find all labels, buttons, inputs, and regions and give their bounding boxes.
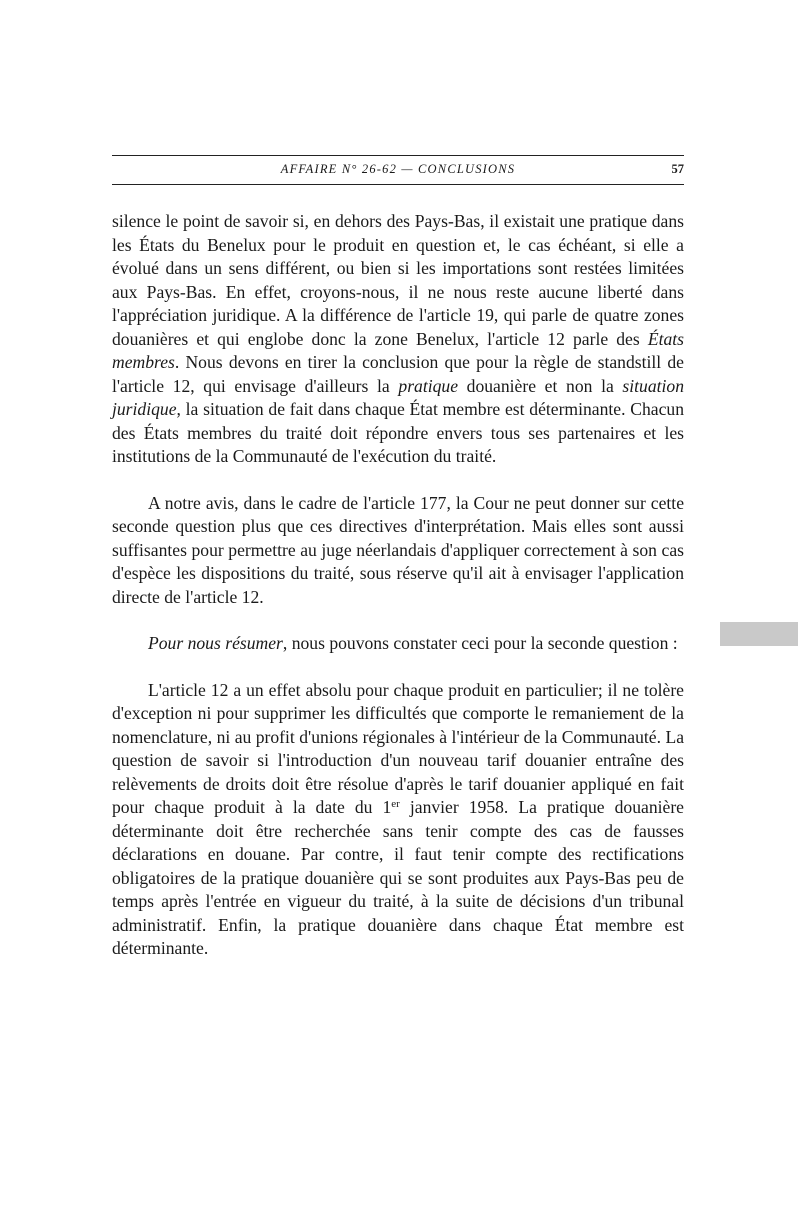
paragraph-1-text: silence le point de savoir si, en dehors des Pays-Bas, il existait une pratique dans les États du Benelux pour le produit en question et, le cas échéant, si elle a évolué dans un sens différent, ou bien si les importations sont restées limitées aux Pays-Bas. En effet, croyons-nous, il ne nous reste aucune liberté dans l'appréciation juridique. A la différence de l'article 19, qui parle de quatre zones douanières et qui englobe donc la zone Benelux, l'article 12 parle des [112, 211, 684, 349]
paragraph-2: A notre avis, dans le cadre de l'article 177, la Cour ne peut donner sur cette seconde question plus que ces directives d'interprétation. Mais elles sont aussi suffisantes pour permettre au juge néerlandais d'appliquer correctement à son cas d'espèce les dispositions du traité, sous réserve qu'il ait à envisager l'application directe de l'article 12. [112, 492, 684, 607]
paragraph-3-italic: Pour nous résumer [148, 633, 283, 653]
paragraph-1-text-4: , la situation de fait dans chaque État membre est déterminante. Chacun des États membres du traité doit répondre envers tous ses partenaires et les institutions de la Communauté de l'exécution du traité. [112, 399, 684, 466]
superscript: er [391, 798, 400, 810]
running-title: AFFAIRE N° 26-62 — CONCLUSIONS [280, 162, 516, 176]
page-number: 57 [671, 162, 684, 176]
paragraph-spacer [112, 609, 684, 632]
header-top-rule [112, 155, 684, 156]
paragraph-spacer [112, 469, 684, 492]
paragraph-4-text: L'article 12 a un effet absolu pour chaque produit en particulier; il ne tolère d'exception ni pour supprimer les difficultés que comporte le remaniement de la nomenclature, ni au profit d'unions régionales à l'intérieur de la Communauté. La question de savoir si l'introduction d'un nouveau tarif douanier entraîne des relèvements de droits doit être résolue d'après le tarif douanier appliqué en fait pour chaque produit à la date du 1 [112, 679, 684, 817]
paragraph-3-text: , nous pouvons constater ceci pour la seconde question : [282, 633, 678, 653]
paragraph-1 [112, 210, 684, 469]
running-head [112, 162, 684, 180]
paragraph-spacer [112, 656, 684, 679]
header-bottom-rule [112, 184, 684, 185]
paragraph-1-text-2: . Nous devons en tirer la conclusion que pour la règle de standstill de l'article 12, qui envisage d'ailleurs la [112, 352, 684, 396]
paragraph-1-text-3: douanière et non la [458, 375, 623, 396]
body-text [112, 210, 684, 961]
paragraph-1-italic-3: situation juridique [112, 375, 685, 419]
paragraph-4 [112, 679, 684, 961]
paragraph-4-text-2: janvier 1958. La pratique douanière déterminante doit être recherchée sans tenir compte des cas de fausses déclarations en douane. Par contre, il faut tenir compte des rectifications obligatoires de la pratique douanière qui se sont produites aux Pays-Bas peu de temps après l'entrée en vigueur du traité, à la suite de décisions d'un tribunal administratif. Enfin, la pratique douanière dans chaque État membre est déterminante. [112, 797, 684, 958]
paragraph-1-italic-1: États membres [112, 328, 684, 372]
margin-tab-marker [720, 622, 798, 646]
paragraph-3 [112, 632, 684, 656]
paragraph-1-italic-2: pratique [398, 375, 459, 396]
document-page [112, 0, 684, 1225]
